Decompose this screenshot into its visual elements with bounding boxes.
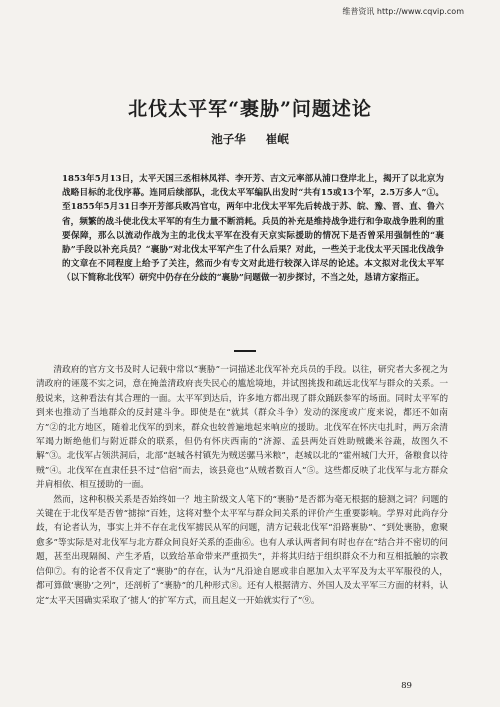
watermark: 维普资讯 http://www.cqvip.com bbox=[342, 7, 464, 16]
article-authors: 池子华 崔岷 bbox=[211, 132, 289, 146]
body-paragraph: 清政府的官方文书及时人记载中常以“裹胁”一词描述北伐军补充兵员的手段。以往，研究者大多视之为清政府的诬蔑不实之词，意在掩盖清政府丧失民心的尴尬境地，并试图挑拨和疏远北伐军与群众的关系。一般说来，这种看法有其合理的一面。太平军到达后，许多地方都出现了群众踊跃参军的场面。同时太平军的到来也推动了当地群众的反封建斗争。即使是在“就其（群众斗争）发动的深度或广度来说，都还不如南方”②的北方地区，随着北伐军的到来，群众也较普遍地起来响应的援助。北伐军在怀庆屯扎时，两万余清军竭力断绝他们与附近群众的联系，但仍有怀庆西南的“济源、孟县两处百姓助贼畿米谷蔬，故图久不解”③。北伐军占领洪洞后，北部“赵城各村镇先为贼送骡马米粮”，赵城以北的“霍州城门大开，备粮食以待贼”④。北伐军在直隶任县不过“信宿”而去，该县竟也“从贼者数百人”⑤。这些都反映了北伐军与北方群众并肩相依、相互援助的一面。 bbox=[36, 365, 448, 491]
abstract: 1853年5月13日，太平天国三丞相林凤祥、李开芳、吉文元率部从浦口登岸北上，揭开了以北京为战略目标的北伐序幕。连同后续部队，北伐太平军编队出发时“共有15或13个军，2.5万多人”①。至1855年5月31日李开芳部兵败冯官屯，两年中北伐太平军先后转战于苏、皖、豫、晋、直、鲁六省，频繁的战斗使北伐太平军的有生力量不断消耗。兵员的补充是维持战争进行和争取战争胜利的重要保障，那么以流动作战为主的北伐太平军在没有天京实际援助的情况下是否曾采用强制性的“裹胁”手段以补充兵员？“裹胁”对北伐太平军产生了什么后果？对此，一些关于北伐太平天国北伐战争的文章在不同程度上给予了关注，然而少有专文对此进行较深入详尽的论述。本文拟对北伐太平军（以下简称北伐军）研究中仍存在分歧的“裹胁”问题做一初步探讨，不当之处，恳请方家指正。 bbox=[62, 174, 444, 284]
body-paragraph: 然而，这种积极关系是否始终如一？地主阶级文人笔下的“裹胁”是否都为毫无根据的臆测之词？问题的关键在于北伐军是否曾“掳掠”百姓，这将对整个太平军与群众间关系的评价产生重要影响。学界对此尚存分歧，有论者认为，事实上并不存在北伐军掳民从军的问题，清方记载北伐军“沿路裹胁”、“到处裹胁，愈聚愈多”等实际是对北伐军与北方群众间良好关系的歪曲⑥。也有人承认两者间有时也存在“结合并不密切的问题，甚至出现隔阂、产生矛盾，以致给革命带来严重损失”，并将其归结于组织群众不力和互相抵触的宗教信仰⑦。有的论者不仅肯定了“裹胁”的存在，认为“凡沿途自愿或非自愿加入太平军及为太平军服役的人，都可算做‘裹胁’之列”，还剖析了“裹胁”的几种形式⑧。还有人根据清方、外国人及太平军三方面的材料，认定“太平天国确实采取了‘掳人’的扩军方式，而且起义一开始就实行了”⑨。 bbox=[36, 494, 448, 606]
article-title: 北伐太平军“裹胁”问题述论 bbox=[128, 98, 372, 120]
body-text bbox=[36, 363, 448, 608]
page-number: 89 bbox=[401, 681, 412, 691]
section-divider bbox=[234, 350, 256, 352]
